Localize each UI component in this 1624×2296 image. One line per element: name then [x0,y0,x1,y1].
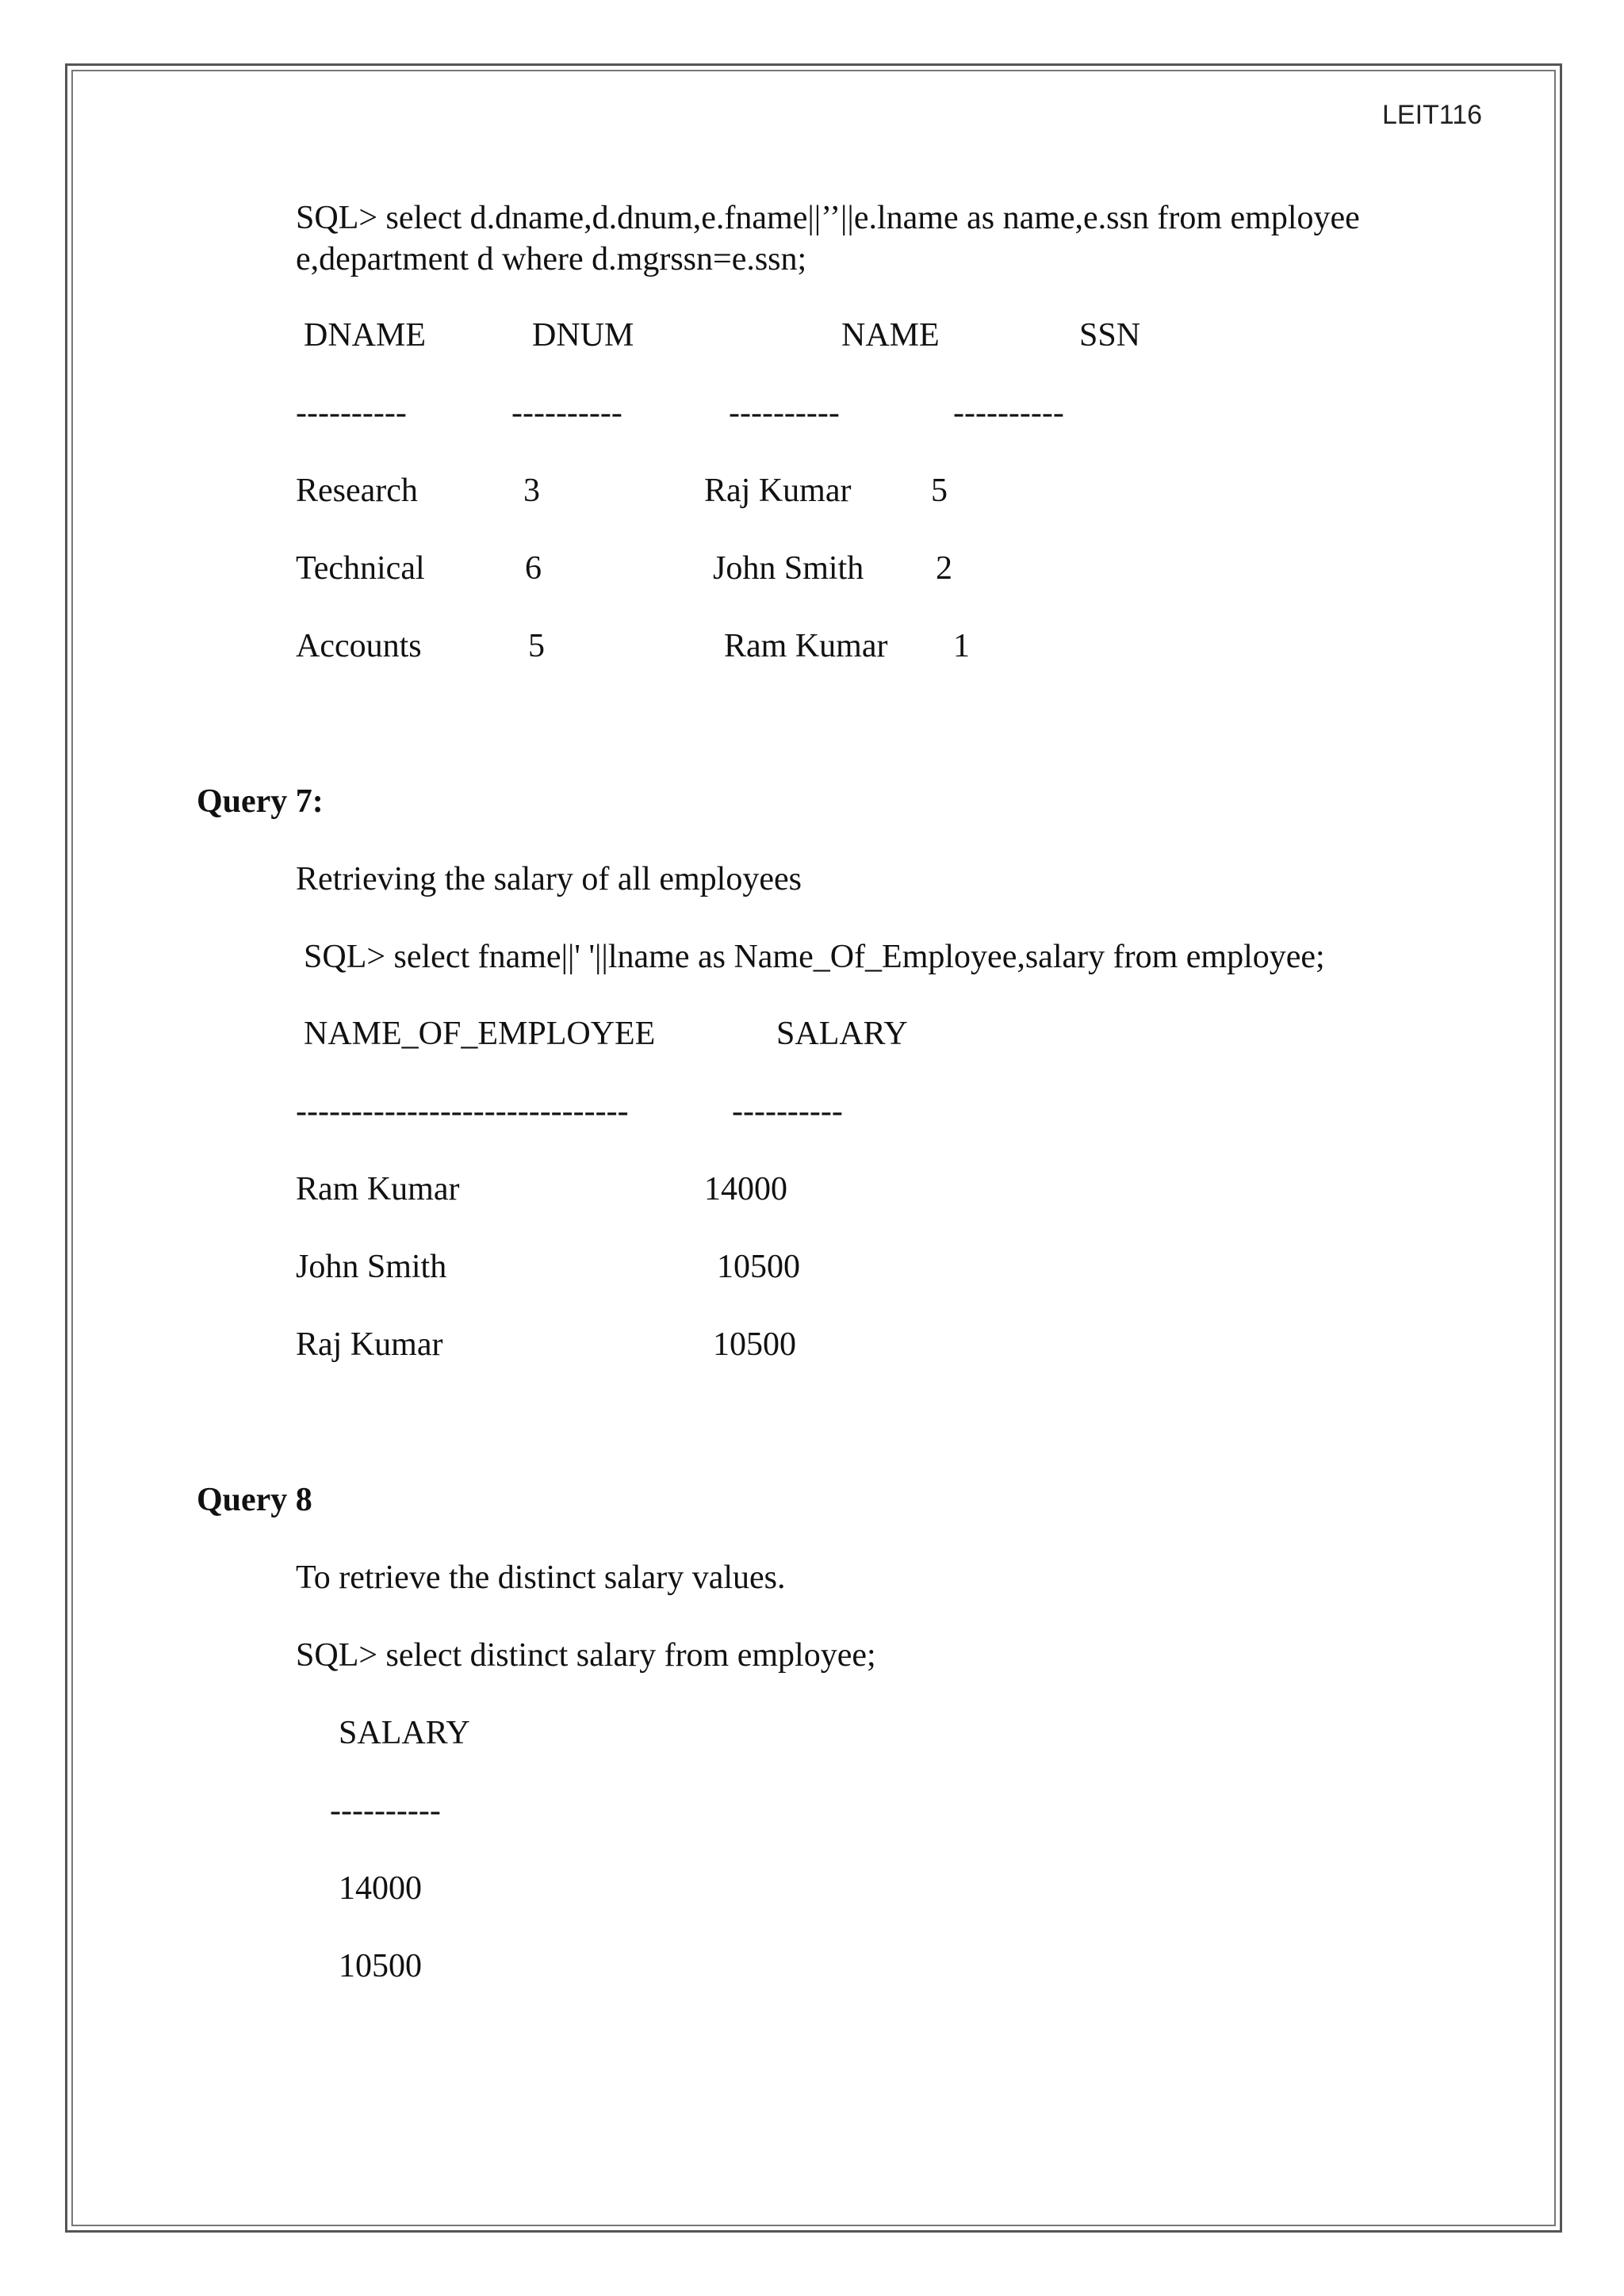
q8-sql: SQL> select distinct salary from employee; [296,1637,876,1674]
q6-sql-line-2: e,department d where d.mgrssn=e.ssn; [296,241,807,277]
q8-row-2-salary: 10500 [339,1948,422,1984]
q6-row-2-name: John Smith [713,550,864,587]
q6-row-3-name: Ram Kumar [724,628,888,664]
q7-heading: Query 7: [197,783,324,820]
q7-row-1-name: Ram Kumar [296,1171,460,1207]
q6-row-1-name: Raj Kumar [704,473,852,509]
q7-dash-name: ------------------------------ [296,1093,629,1130]
q6-dash-dnum: ---------- [511,395,622,431]
q6-row-2-dnum: 6 [525,550,542,587]
q7-col-header-salary: SALARY [776,1016,908,1052]
q7-row-1-salary: 14000 [704,1171,787,1207]
q6-row-2-ssn: 2 [936,550,952,587]
q8-col-header-salary: SALARY [339,1715,470,1751]
q6-row-3-ssn: 1 [953,628,970,664]
q6-col-header-name: NAME [841,317,940,354]
q8-heading: Query 8 [197,1482,312,1518]
q6-row-2-dname: Technical [296,550,425,587]
q8-dash-salary: ---------- [330,1793,441,1829]
q6-row-1-dnum: 3 [523,473,540,509]
q7-row-2-name: John Smith [296,1249,447,1285]
q6-row-3-dnum: 5 [528,628,545,664]
q7-dash-salary: ---------- [732,1093,843,1130]
q7-col-header-name: NAME_OF_EMPLOYEE [304,1016,656,1052]
q6-row-1-dname: Research [296,473,418,509]
q6-dash-ssn: ---------- [953,395,1064,431]
q8-row-1-salary: 14000 [339,1870,422,1907]
q6-col-header-dnum: DNUM [532,317,634,354]
q7-row-2-salary: 10500 [717,1249,800,1285]
q7-sql: SQL> select fname||' '||lname as Name_Of_Employee,salary from employee; [304,939,1325,975]
q7-row-3-salary: 10500 [713,1326,796,1363]
page-header-code: LEIT116 [1382,100,1483,130]
q6-dash-name: ---------- [729,395,840,431]
q6-dash-dname: ---------- [296,395,407,431]
q8-description: To retrieve the distinct salary values. [296,1559,786,1596]
q6-col-header-dname: DNAME [304,317,426,354]
page-border-inner [71,70,1556,2226]
q6-row-3-dname: Accounts [296,628,422,664]
q6-row-1-ssn: 5 [931,473,948,509]
q6-col-header-ssn: SSN [1079,317,1141,354]
q7-row-3-name: Raj Kumar [296,1326,443,1363]
q6-sql-line-1: SQL> select d.dname,d.dnum,e.fname||’’||e.lname as name,e.ssn from employee [296,200,1360,236]
q7-description: Retrieving the salary of all employees [296,861,802,897]
